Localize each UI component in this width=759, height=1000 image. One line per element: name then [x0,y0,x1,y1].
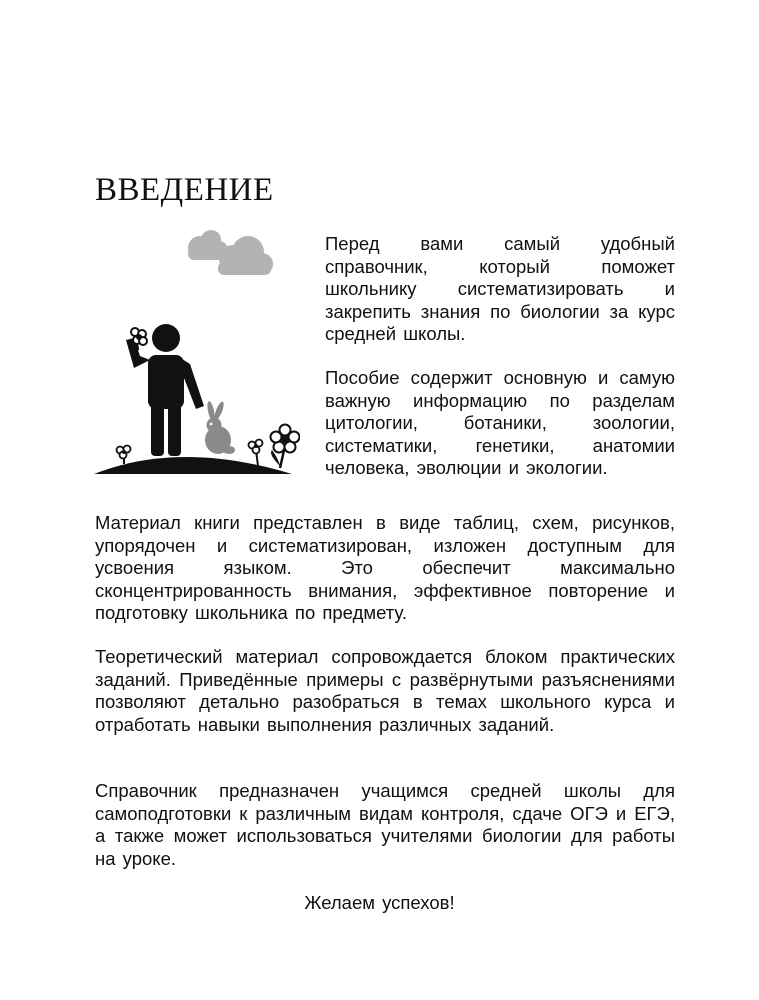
intro-paragraph-1: Перед вами самый удобный справочник, который поможет школьнику систематизировать и закрепить знания по биологии за курс средней школы. [325,233,675,345]
clouds-icon [188,230,273,275]
flower-left-icon [117,446,131,465]
person-with-flower-illustration-icon [90,228,300,480]
intro-paragraph-2: Пособие содержит основную и самую важную информацию по разделам цитологии, ботаники, зоологии, систематики, генетики, анатомии человека, эволюции и экологии. [325,367,675,479]
intro-paragraph-3: Материал книги представлен в виде таблиц, схем, рисунков, упорядочен и систематизирован, изложен доступным для усвоения языком. Это обеспечит максимально сконцентрированность внимания, эффективное повторение и подготовку школьника по предмету. [95,512,675,624]
rabbit-icon [205,401,235,454]
intro-paragraph-5: Справочник предназначен учащимся средней школы для самоподготовки к различным видам контроля, сдаче ОГЭ и ЕГЭ, а также может использоваться учителями биологии для работы на уроке. [95,780,675,869]
closing-wish: Желаем успехов! [304,892,455,913]
flowers-right-icon [249,425,300,469]
page-title: ВВЕДЕНИЕ [95,172,274,208]
intro-paragraph-4: Теоретический материал сопровождается блоком практических заданий. Приведённые примеры с развёрнутыми разъяснениями позволяют детально разобраться в темах школьного курса и отработать навыки выполнения различных заданий. [95,646,675,735]
